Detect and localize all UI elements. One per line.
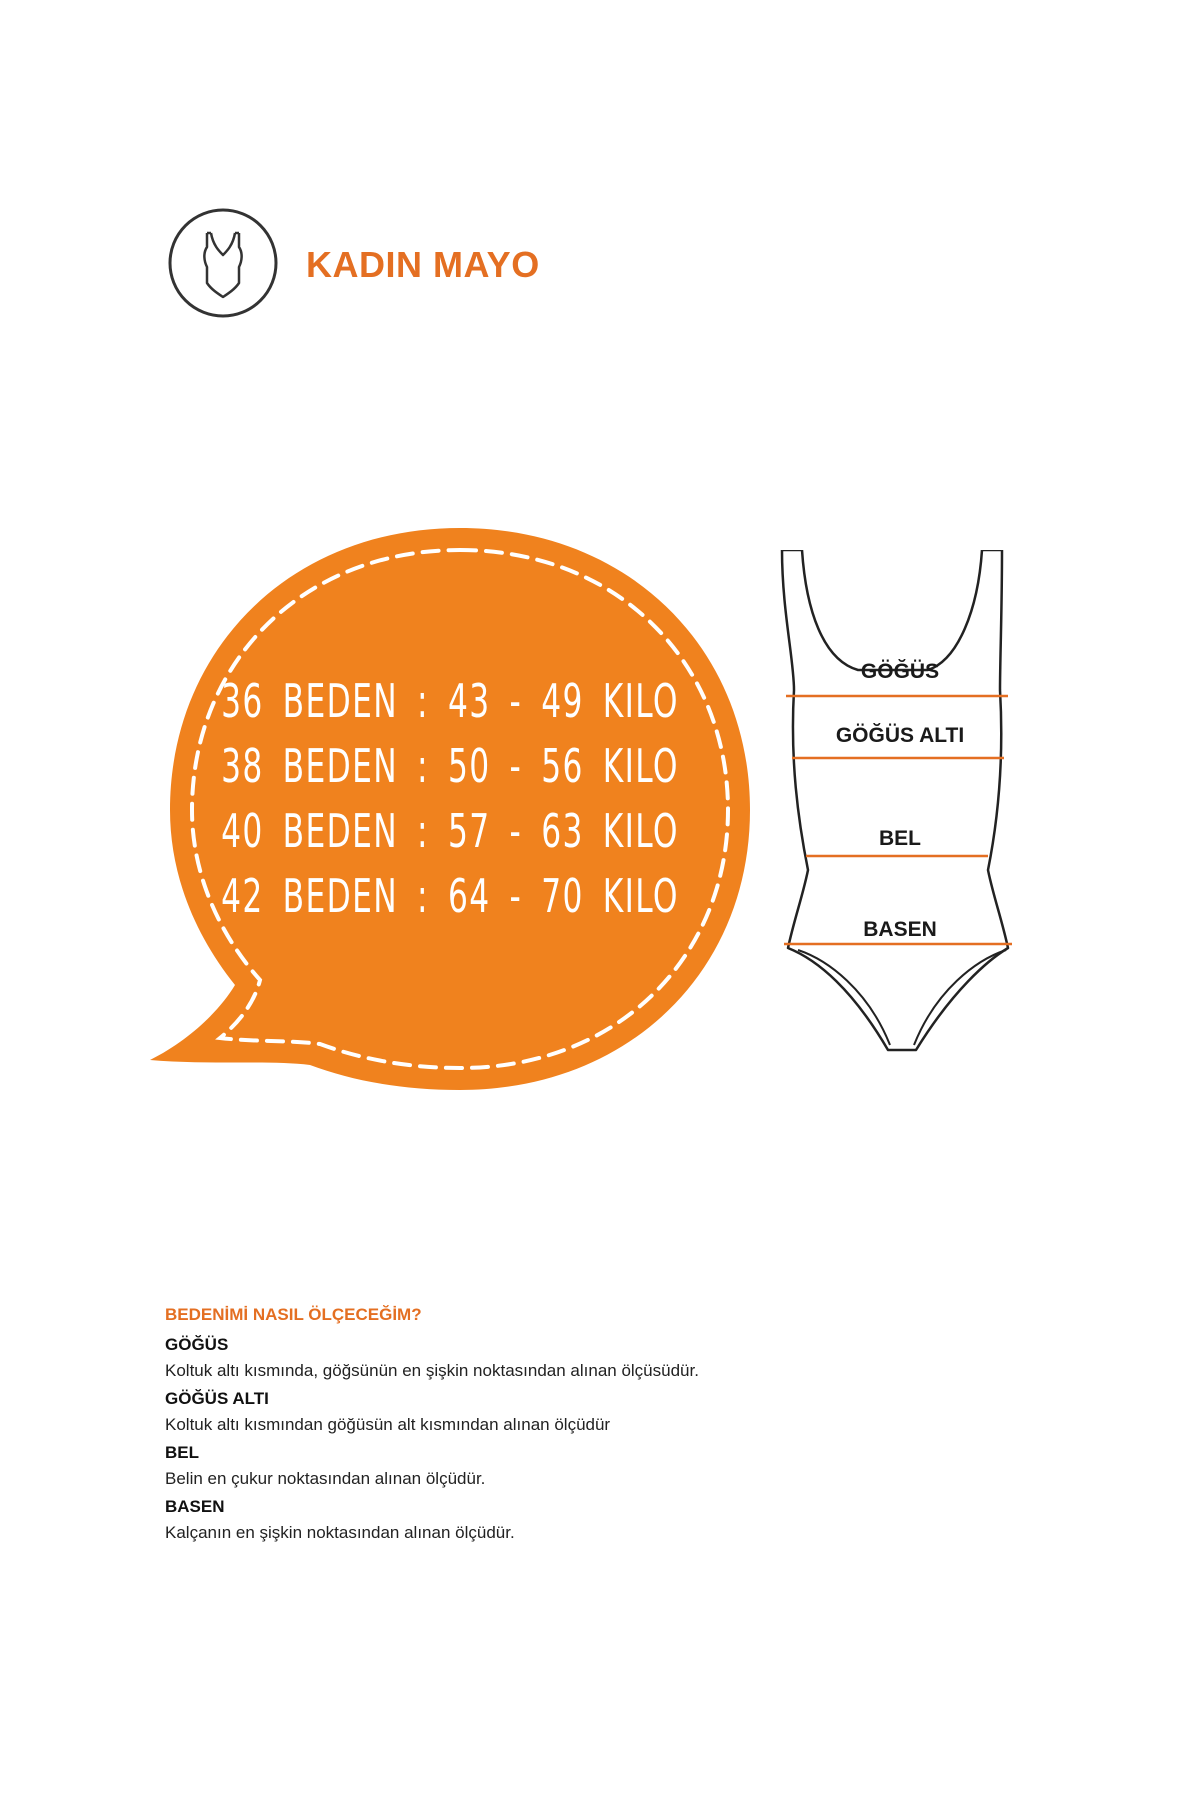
weight-unit: KILO	[602, 868, 679, 923]
label-bel: BEL	[879, 827, 921, 850]
guide-term: GÖĞÜS	[165, 1335, 229, 1354]
weight-unit: KILO	[602, 803, 679, 858]
size-chart	[190, 668, 710, 928]
size-row	[221, 798, 679, 863]
weight-min: 57	[447, 803, 491, 858]
size-value: 40	[221, 803, 264, 858]
size-row	[221, 668, 679, 733]
size-value: 42	[221, 868, 264, 923]
size-row	[221, 863, 679, 928]
size-row	[221, 733, 679, 798]
guide-item	[165, 1497, 1065, 1543]
swimsuit-icon	[167, 207, 279, 319]
weight-min: 50	[447, 738, 491, 793]
weight-unit: KILO	[602, 673, 679, 728]
label-gogus-alti: GÖĞÜS ALTI	[835, 724, 965, 747]
guide-desc: Koltuk altı kısmından göğüsün alt kısmından alınan ölçüdür	[165, 1415, 611, 1434]
measurement-guide	[165, 1305, 1065, 1551]
size-value: 36	[221, 673, 264, 728]
size-unit: BEDEN	[282, 803, 398, 858]
size-unit: BEDEN	[282, 868, 398, 923]
guide-item	[165, 1335, 1065, 1381]
guide-desc: Koltuk altı kısmında, göğsünün en şişkin noktasından alınan ölçüsüdür.	[165, 1361, 699, 1380]
separator: :	[416, 803, 429, 858]
size-unit: BEDEN	[282, 738, 398, 793]
guide-title: BEDENİMİ NASIL ÖLÇECEĞİM?	[165, 1305, 422, 1324]
weight-min: 64	[447, 868, 491, 923]
page-title: KADIN MAYO	[306, 244, 540, 285]
weight-min: 43	[447, 673, 491, 728]
range-dash: -	[509, 673, 523, 728]
range-dash: -	[509, 738, 523, 793]
weight-max: 63	[541, 803, 584, 858]
label-basen: BASEN	[863, 918, 937, 941]
label-gogus: GÖĞÜS	[860, 660, 940, 683]
weight-unit: KILO	[602, 738, 679, 793]
guide-term: BASEN	[165, 1497, 225, 1516]
guide-item	[165, 1389, 1065, 1435]
swimsuit-diagram	[768, 550, 1028, 1090]
guide-desc: Belin en çukur noktasından alınan ölçüdür.	[165, 1469, 486, 1488]
size-value: 38	[221, 738, 264, 793]
range-dash: -	[509, 868, 523, 923]
weight-max: 49	[541, 673, 584, 728]
guide-term: BEL	[165, 1443, 199, 1462]
guide-term: GÖĞÜS ALTI	[165, 1389, 269, 1408]
guide-desc: Kalçanın en şişkin noktasından alınan ölçüdür.	[165, 1523, 515, 1542]
separator: :	[416, 673, 429, 728]
separator: :	[416, 738, 429, 793]
separator: :	[416, 868, 429, 923]
size-unit: BEDEN	[282, 673, 398, 728]
weight-max: 56	[541, 738, 584, 793]
guide-item	[165, 1443, 1065, 1489]
range-dash: -	[509, 803, 523, 858]
weight-max: 70	[541, 868, 584, 923]
